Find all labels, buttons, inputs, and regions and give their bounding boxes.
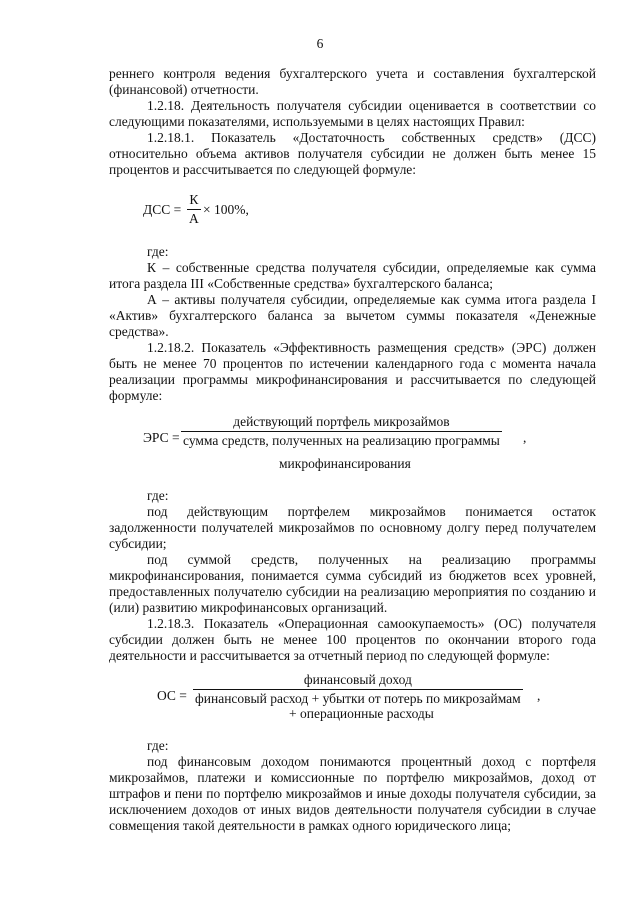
where-label: где: [147,738,169,753]
formula-os-denominator-line2: + операционные расходы [289,706,434,721]
where-label: где: [147,488,169,503]
paragraph-1-2-18: 1.2.18. Деятельность получателя субсидии оценивается в соответствии со следующими показателями, используемыми в целях настоящих Правил: [109,98,596,129]
definition-a: А – активы получателя субсидии, определяемые как сумма итога раздела I «Актив» бухгалтерского баланса за вычетом суммы показателя «Денежные средства». [109,292,596,339]
formula-ers [109,404,596,488]
paragraph-1-2-18-3: 1.2.18.3. Показатель «Операционная самоокупаемость» (ОС) получателя субсидии должен быть не менее 100 процентов по окончании второго года деятельности и рассчитывается за отчетный период по следующей формуле: [109,616,596,663]
paragraph-1-2-18-2: 1.2.18.2. Показатель «Эффективность размещения средств» (ЭРС) должен быть не менее 70 процентов по истечении календарного года с момента начала реализации программы микрофинансирования и рассчитывается по следующей формуле: [109,340,596,403]
formula-dss-fraction [187,192,201,227]
formula-ers-numerator: действующий портфель микрозаймов [233,414,450,429]
formula-ers-lhs: ЭРС = [143,430,180,445]
definition-portfolio: под действующим портфелем микрозаймов понимается остаток задолженности получателей микрозаймов по основному долгу перед получателем субсидии; [109,504,596,551]
formula-ers-denominator: сумма средств, полученных на реализацию программы [183,433,500,448]
formula-os-comma: , [537,688,541,703]
formula-dss-rhs: × 100%, [203,202,249,217]
page-number: 6 [316,36,324,51]
formula-dss-numerator: К [189,192,199,207]
formula-ers-comma: , [523,430,527,445]
definition-financial-income: под финансовым доходом понимаются процентный доход с портфеля микрозаймов, платежи и комиссионные по портфелю микрозаймов, доход от штрафов и пени по портфелю микрозаймов и иные доходы получателя субсидии, за исключением доходов от иных видов деятельности получателя субсидии в случае совмещения такой деятельности в рамках одного юридического лица; [109,754,596,833]
definition-funds: под суммой средств, полученных на реализацию программы микрофинансирования, понимается сумма субсидий из бюджетов всех уровней, предоставленных получателю субсидии на реализацию мероприятия по созданию и (или) развитию микрофинансовых организаций. [109,552,596,615]
definition-k: К – собственные средства получателя субсидии, определяемые как сумма итога раздела III «Собственные средства» бухгалтерского баланса; [109,260,596,291]
formula-ers-fraction [181,414,502,449]
formula-os-numerator: финансовый доход [303,672,412,687]
formula-dss-denominator: А [189,211,199,226]
formula-os-denominator: финансовый расход + убытки от потерь по микрозаймам [195,691,521,706]
paragraph-1-2-18-1: 1.2.18.1. Показатель «Достаточность собственных средств» (ДСС) относительно объема активов получателя субсидии не должен быть менее 15 процентов и рассчитывается по следующей формуле: [109,130,596,177]
formula-ers-denominator-line2: микрофинансирования [279,456,411,471]
page-text [109,66,596,834]
formula-os-lhs: ОС = [157,688,187,703]
formula-os-fraction [193,672,523,707]
paragraph-continuation: реннего контроля ведения бухгалтерского учета и составления бухгалтерской (финансовой) отчетности. [109,66,596,97]
formula-dss [109,178,596,244]
formula-dss-lhs: ДСС = [143,202,182,217]
where-label: где: [147,244,169,259]
formula-os [109,664,596,738]
